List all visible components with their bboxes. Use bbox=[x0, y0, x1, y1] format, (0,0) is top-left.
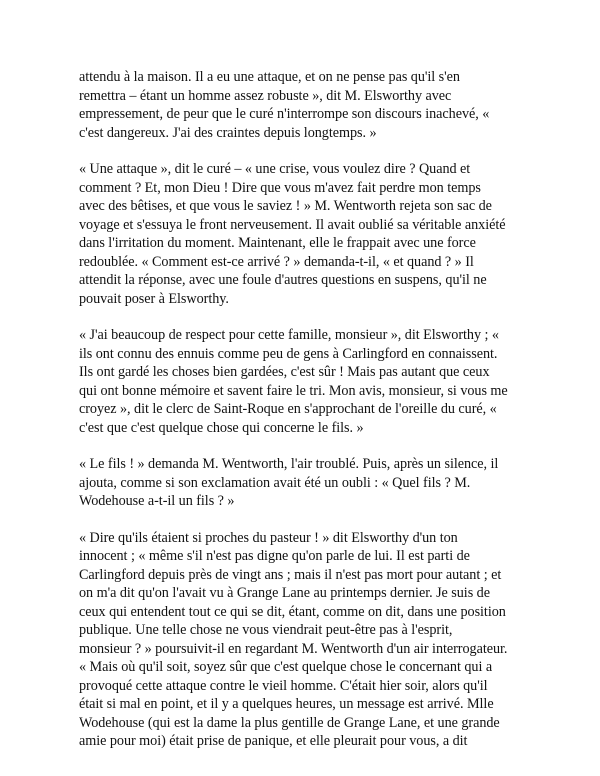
paragraph-2 bbox=[79, 160, 539, 308]
text-line: ils ont connu des ennuis comme peu de gens à Carlingford en connaissent. bbox=[79, 345, 498, 362]
text-line: monsieur ? » poursuivit-il en regardant M. Wentworth d'un air interrogateur. bbox=[79, 640, 508, 657]
text-line: qui ont bonne mémoire et savent faire le tri. Mon avis, monsieur, si vous me bbox=[79, 382, 508, 399]
text-line: amie pour moi) était prise de panique, et elle pleurait pour vous, a dit bbox=[79, 733, 468, 749]
text-line: attendit la réponse, avec une foule d'autres questions en suspens, qu'il ne bbox=[79, 272, 487, 288]
text-line: provoqué cette attaque contre le vieil homme. C'était hier soir, alors qu'il bbox=[79, 677, 488, 694]
paragraph-1 bbox=[79, 68, 539, 142]
text-line: ajouta, comme si son exclamation avait été un oubli : « Quel fils ? M. bbox=[79, 474, 471, 491]
paragraph-5 bbox=[79, 529, 539, 751]
text-line: innocent ; « même s'il n'est pas digne qu'on parle de lui. Il est parti de bbox=[79, 548, 470, 564]
text-line: « Dire qu'ils étaient si proches du pasteur ! » dit Elsworthy d'un ton bbox=[79, 529, 458, 546]
text-line: « J'ai beaucoup de respect pour cette famille, monsieur », dit Elsworthy ; « bbox=[79, 327, 499, 343]
text-line: voyage et s'essuya le front nerveusement. Il avait oublié sa véritable anxiété bbox=[79, 216, 506, 233]
text-line: « Le fils ! » demanda M. Wentworth, l'air troublé. Puis, après un silence, il bbox=[79, 456, 499, 472]
text-line: comment ? Et, mon Dieu ! Dire que vous m'avez fait perdre mon temps bbox=[79, 179, 481, 196]
body-text bbox=[79, 68, 539, 751]
text-line: avec des bêtises, et que vous le saviez ! » M. Wentworth rejeta son sac de bbox=[79, 198, 492, 214]
text-line: « Une attaque », dit le curé – « une crise, vous voulez dire ? Quand et bbox=[79, 161, 471, 177]
text-line: on m'a dit qu'on l'avait vu à Grange Lane au printemps dernier. Je suis de bbox=[79, 585, 490, 601]
paragraph-4 bbox=[79, 455, 539, 511]
text-line: était si mal en point, et il y a quelques heures, un message est arrivé. Mlle bbox=[79, 696, 494, 712]
text-line: publique. Une telle chose ne vous viendrait peut-être pas à l'esprit, bbox=[79, 622, 453, 638]
text-line: dans l'irritation du moment. Maintenant, elle le frappait avec une force bbox=[79, 235, 476, 251]
text-line: Carlingford depuis près de vingt ans ; mais il n'est pas mort pour autant ; et bbox=[79, 566, 502, 583]
text-line: « Mais où qu'il soit, soyez sûr que c'est quelque chose le concernant qui a bbox=[79, 659, 493, 675]
text-line: Wodehouse (qui est la dame la plus gentille de Grange Lane, et une grande bbox=[79, 714, 500, 731]
text-line: ceux qui entendent tout ce qui se dit, étant, comme on dit, dans une position bbox=[79, 603, 506, 620]
text-line: attendu à la maison. Il a eu une attaque, et on ne pense pas qu'il s'en bbox=[79, 69, 460, 85]
text-line: remettra – étant un homme assez robuste », dit M. Elsworthy avec bbox=[79, 87, 452, 104]
text-line: Wodehouse a-t-il un fils ? » bbox=[79, 493, 235, 509]
text-line: croyez », dit le clerc de Saint-Roque en s'approchant de l'oreille du curé, « bbox=[79, 401, 497, 417]
text-line: pouvait poser à Elsworthy. bbox=[79, 290, 229, 307]
text-line: empressement, de peur que le curé n'interrompe son discours inachevé, « bbox=[79, 106, 490, 122]
text-line: Ils ont gardé les choses bien gardées, c'est sûr ! Mais pas autant que ceux bbox=[79, 364, 490, 380]
text-line: c'est que c'est quelque chose qui concerne le fils. » bbox=[79, 419, 364, 436]
text-line: redoublée. « Comment est-ce arrivé ? » demanda-t-il, « et quand ? » Il bbox=[79, 253, 474, 270]
text-line: c'est dangereux. J'ai des craintes depuis longtemps. » bbox=[79, 124, 377, 141]
paragraph-3 bbox=[79, 326, 539, 437]
